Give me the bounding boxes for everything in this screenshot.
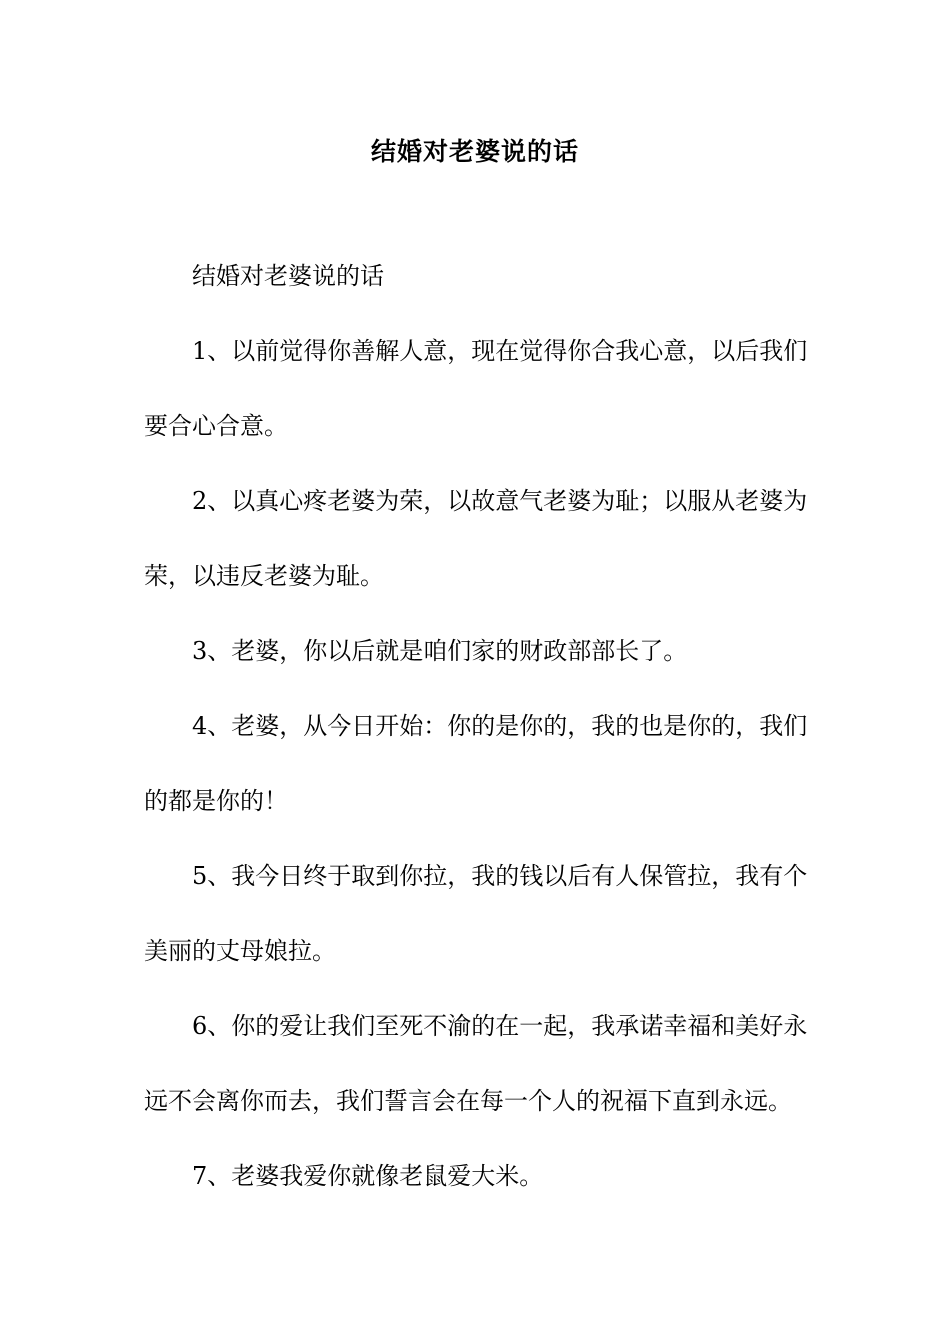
- paragraph-line: 结婚对老婆说的话: [192, 262, 384, 290]
- paragraph-item-1: [144, 333, 808, 445]
- paragraph-line: 6、你的爱让我们至死不渝的在一起，我承诺幸福和美好永: [192, 1012, 808, 1040]
- paragraph-item-7: [144, 1158, 808, 1195]
- document-title: 结婚对老婆说的话: [370, 137, 579, 166]
- paragraph-item-5: [144, 858, 808, 970]
- paragraph-line: 的都是你的！: [144, 787, 288, 815]
- paragraph-line: 4、老婆，从今日开始：你的是你的，我的也是你的，我们: [192, 712, 808, 740]
- paragraph-item-3: [144, 633, 808, 670]
- paragraph-line: 远不会离你而去，我们誓言会在每一个人的祝福下直到永远。: [144, 1087, 792, 1115]
- paragraph-item-4: [144, 708, 808, 820]
- paragraph-item-2: [144, 483, 808, 595]
- paragraph-line: 2、以真心疼老婆为荣，以故意气老婆为耻；以服从老婆为: [192, 487, 808, 515]
- document-body: [144, 258, 808, 1233]
- paragraph-line: 荣，以违反老婆为耻。: [144, 562, 384, 590]
- paragraph-line: 美丽的丈母娘拉。: [144, 937, 336, 965]
- paragraph-item-6: [144, 1008, 808, 1120]
- paragraph-line: 5、我今日终于取到你拉，我的钱以后有人保管拉，我有个: [192, 862, 808, 890]
- paragraph-heading: [144, 258, 808, 295]
- paragraph-line: 7、老婆我爱你就像老鼠爱大米。: [192, 1162, 544, 1190]
- paragraph-line: 1、以前觉得你善解人意，现在觉得你合我心意，以后我们: [192, 337, 808, 365]
- paragraph-line: 要合心合意。: [144, 412, 288, 440]
- paragraph-line: 3、老婆，你以后就是咱们家的财政部部长了。: [192, 637, 688, 665]
